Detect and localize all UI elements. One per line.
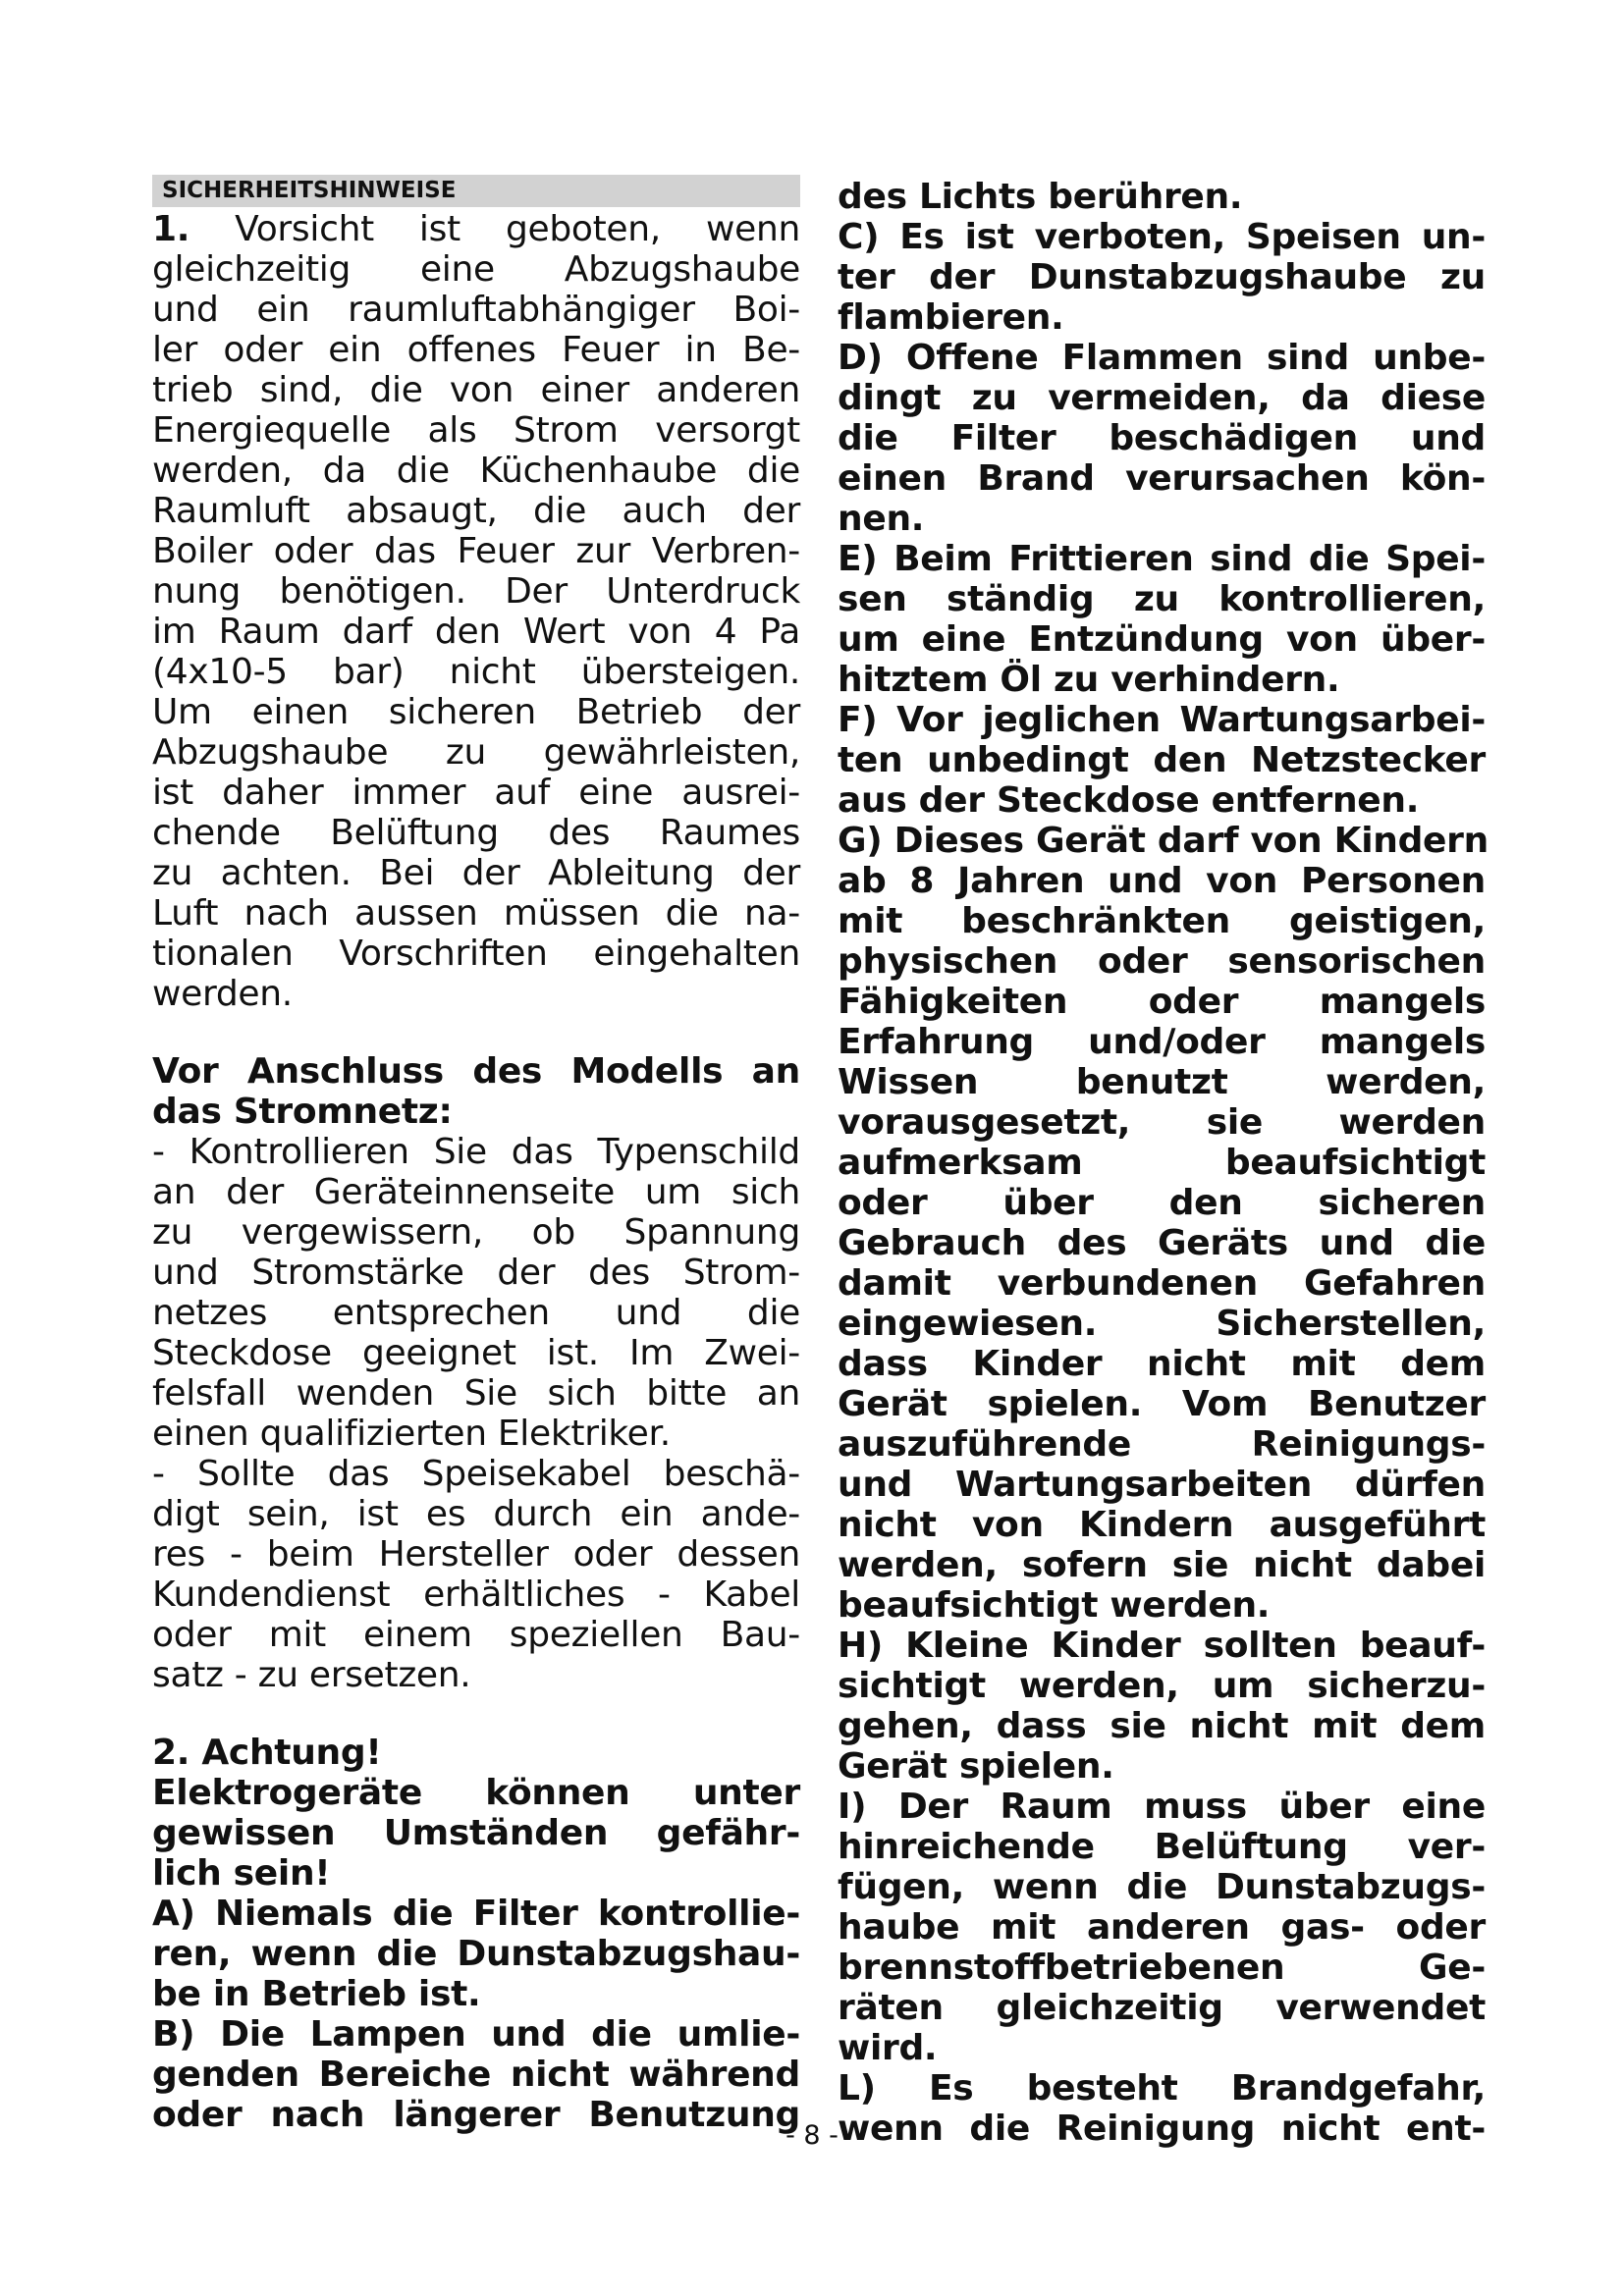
text-line: Gerät spielen. Vom Benutzer	[838, 1384, 1486, 1424]
text-line: im Raum darf den Wert von 4 Pa	[152, 612, 800, 652]
text-line: H) Kleine Kinder sollten beauf-	[838, 1626, 1486, 1666]
text-line: aus der Steckdose entfernen.	[838, 780, 1420, 821]
text-line: dass Kinder nicht mit dem	[838, 1344, 1486, 1384]
text-line: tionalen Vorschriften eingehalten	[152, 934, 800, 974]
text-line: damit verbundenen Gefahren	[838, 1263, 1486, 1304]
text-line: Energiequelle als Strom versorgt	[152, 410, 800, 451]
text-line: aufmerksam beaufsichtigt	[838, 1143, 1486, 1183]
text-line: lich sein!	[152, 1853, 331, 1894]
left-column	[152, 175, 800, 2135]
text-line: digt sein, ist es durch ein ande-	[152, 1494, 800, 1534]
text-line	[152, 209, 800, 249]
text-line: nung benötigen. Der Unterdruck	[152, 571, 800, 612]
text-line: oder über den sicheren	[838, 1183, 1486, 1223]
text-line: die Filter beschädigen und	[838, 418, 1486, 458]
text-line: räten gleichzeitig verwendet	[838, 1988, 1486, 2028]
page-number: - 8 -	[785, 2120, 839, 2151]
text-line: chende Belüftung des Raumes	[152, 813, 800, 853]
text-line: hinreichende Belüftung ver-	[838, 1827, 1486, 1867]
text-line: C) Es ist verboten, Speisen un-	[838, 217, 1486, 257]
text-line: eingewiesen. Sicherstellen,	[838, 1304, 1486, 1344]
text-line: zu vergewissern, ob Spannung	[152, 1212, 800, 1253]
text-line: nicht von Kindern ausgeführt	[838, 1505, 1486, 1545]
connection-instructions	[152, 1132, 800, 1695]
text-line: Erfahrung und/oder mangels	[838, 1022, 1486, 1062]
text-line: trieb sind, die von einer anderen	[152, 370, 800, 410]
text-line: 2. Achtung!	[152, 1733, 382, 1773]
text-line: werden, da die Küchenhaube die	[152, 451, 800, 491]
text-line: einen qualifizierten Elektriker.	[152, 1414, 671, 1454]
text-line: oder mit einem speziellen Bau-	[152, 1615, 800, 1655]
text-line: wird.	[838, 2028, 938, 2068]
text-line: ren, wenn die Dunstabzugshau-	[152, 1934, 800, 1974]
text-line: res - beim Hersteller oder dessen	[152, 1534, 800, 1575]
warning-item-1	[152, 209, 800, 1014]
text-line: ter der Dunstabzugshaube zu	[838, 257, 1486, 297]
text-line: und Wartungsarbeiten dürfen	[838, 1465, 1486, 1505]
text-line: genden Bereiche nicht während	[152, 2055, 800, 2095]
text-line: Wissen benutzt werden,	[838, 1062, 1486, 1102]
text-line: gleichzeitig eine Abzugshaube	[152, 249, 800, 290]
text-line: des Lichts berühren.	[838, 177, 1243, 217]
text-line: Kundendienst erhältliches - Kabel	[152, 1575, 800, 1615]
text-line: gewissen Umständen gefähr-	[152, 1813, 800, 1853]
text-line: dingt zu vermeiden, da diese	[838, 378, 1486, 418]
text-line: Um einen sicheren Betrieb der	[152, 692, 800, 732]
text-line: flambieren.	[838, 297, 1064, 338]
text-line: einen Brand verursachen kön-	[838, 458, 1486, 499]
text-line: E) Beim Frittieren sind die Spei-	[838, 539, 1486, 579]
text-line: Luft nach aussen müssen die na-	[152, 893, 800, 934]
text-line: um eine Entzündung von über-	[838, 619, 1486, 660]
text-line: (4x10-5 bar) nicht übersteigen.	[152, 652, 800, 692]
text-line: G) Dieses Gerät darf von Kindern	[838, 821, 1489, 861]
text-line: an der Geräteinnenseite um sich	[152, 1172, 800, 1212]
text-line: Elektrogeräte können unter	[152, 1773, 800, 1813]
text-line: Gebrauch des Geräts und die	[838, 1223, 1486, 1263]
text-line: D) Offene Flammen sind unbe-	[838, 338, 1486, 378]
text-line: auszuführende Reinigungs-	[838, 1424, 1486, 1465]
text-line: und ein raumluftabhängiger Boi-	[152, 290, 800, 330]
text-line: - Kontrollieren Sie das Typenschild	[152, 1132, 800, 1172]
warning-item-2	[152, 1733, 800, 2135]
text-line: hitztem Öl zu verhindern.	[838, 660, 1340, 700]
text-line: haube mit anderen gas- oder	[838, 1907, 1486, 1948]
section-header: SICHERHEITSHINWEISE	[152, 175, 800, 207]
item-text: Vorsicht ist geboten, wenn	[189, 209, 800, 249]
text-line: vorausgesetzt, sie werden	[838, 1102, 1486, 1143]
text-line: werden.	[152, 974, 293, 1014]
text-line: ab 8 Jahren und von Personen	[838, 861, 1486, 901]
right-column-text	[838, 177, 1489, 2149]
text-line: fügen, wenn die Dunstabzugs-	[838, 1867, 1486, 1907]
text-line: Steckdose geeignet ist. Im Zwei-	[152, 1333, 800, 1373]
text-line: satz - zu ersetzen.	[152, 1655, 471, 1695]
text-line: netzes entsprechen und die	[152, 1293, 800, 1333]
text-line: sichtigt werden, um sicherzu-	[838, 1666, 1486, 1706]
text-line: ten unbedingt den Netzstecker	[838, 740, 1486, 780]
text-line: Raumluft absaugt, die auch der	[152, 491, 800, 531]
text-line: Gerät spielen.	[838, 1746, 1114, 1787]
connection-heading	[152, 1051, 800, 1132]
text-line: und Stromstärke der des Strom-	[152, 1253, 800, 1293]
text-line: brennstoffbetriebenen Ge-	[838, 1948, 1486, 1988]
item-number: 1.	[152, 209, 190, 249]
text-line: F) Vor jeglichen Wartungsarbei-	[838, 700, 1486, 740]
text-line: A) Niemals die Filter kontrollie-	[152, 1894, 800, 1934]
text-line: sen ständig zu kontrollieren,	[838, 579, 1486, 619]
text-line: beaufsichtigt werden.	[838, 1585, 1271, 1626]
text-line: nen.	[838, 499, 925, 539]
text-line: - Sollte das Speisekabel beschä-	[152, 1454, 800, 1494]
text-line: Vor Anschluss des Modells an	[152, 1051, 800, 1092]
text-line: oder nach längerer Benutzung	[152, 2095, 800, 2135]
text-line: mit beschränkten geistigen,	[838, 901, 1486, 941]
text-line: Boiler oder das Feuer zur Verbren-	[152, 531, 800, 571]
right-column	[838, 177, 1489, 2149]
text-line: B) Die Lampen und die umlie-	[152, 2014, 800, 2055]
text-line: wenn die Reinigung nicht ent-	[838, 2109, 1486, 2149]
text-line: das Stromnetz:	[152, 1092, 453, 1132]
text-line: werden, sofern sie nicht dabei	[838, 1545, 1486, 1585]
text-line: felsfall wenden Sie sich bitte an	[152, 1373, 800, 1414]
text-line: ist daher immer auf eine ausrei-	[152, 773, 800, 813]
text-line: physischen oder sensorischen	[838, 941, 1486, 982]
text-line: Fähigkeiten oder mangels	[838, 982, 1486, 1022]
text-line: be in Betrieb ist.	[152, 1974, 481, 2014]
text-line: zu achten. Bei der Ableitung der	[152, 853, 800, 893]
text-line: I) Der Raum muss über eine	[838, 1787, 1486, 1827]
text-line: Abzugshaube zu gewährleisten,	[152, 732, 800, 773]
text-line: gehen, dass sie nicht mit dem	[838, 1706, 1486, 1746]
text-line: ler oder ein offenes Feuer in Be-	[152, 330, 800, 370]
text-line: L) Es besteht Brandgefahr,	[838, 2068, 1486, 2109]
